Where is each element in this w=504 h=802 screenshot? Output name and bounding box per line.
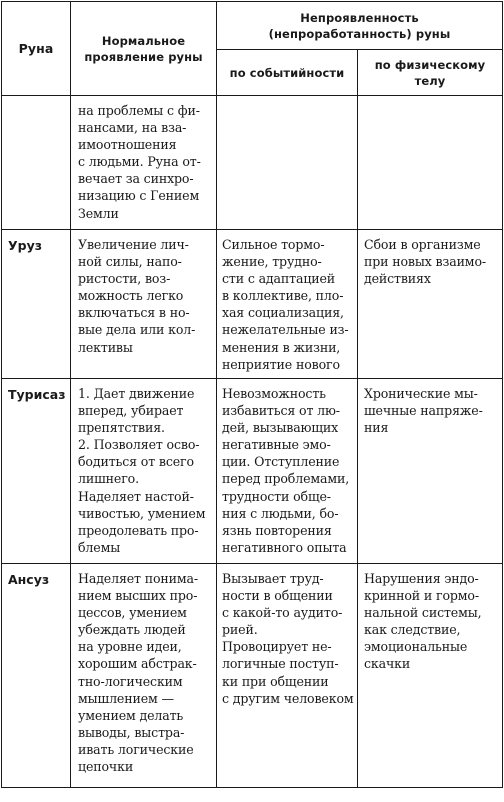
rune-table [1, 1, 503, 788]
rune-name [2, 96, 71, 230]
by-events-cell: Сильное тормо- жение, трудно- сти с адаптацией в коллективе, пло- хая социализация, нежелательные из- менения в жизни, неприятие нового [217, 230, 358, 379]
header-rune: Руна [2, 2, 71, 96]
header-normal-manifestation: Нормальное проявление руны [71, 2, 217, 96]
table-row [2, 96, 503, 230]
by-body-cell: Нарушения эндо- кринной и гормо- нальной системы, как следствие, эмоциональные скачки [358, 564, 503, 788]
by-events-cell: Невозможность избавиться от лю- дей, вызывающих негативные эмо- ции. Отступление перед проблемами, трудности обще- ния с людьми, бо- язнь повторения негативного опыта [217, 379, 358, 564]
by-events-cell: Вызывает труд- ности в общении с какой-то аудито- рией. Провоцирует не- логичные поступ- ки при общении с другим человеком [217, 564, 358, 788]
by-body-cell: Хронические мы- шечные напряже- ния [358, 379, 503, 564]
rune-name: Уруз [2, 230, 71, 379]
header-by-events: по событийности [217, 50, 358, 96]
table-row [2, 564, 503, 788]
header-non-manifestation: Непроявленность (непроработанность) руны [217, 2, 503, 50]
normal-manifestation-cell: Наделяет понима- нием высших про- цессов, умением убеждать людей на уровне идеи, хорошим абстрак- тно-логическим мышлением — умением делать выводы, выстра- ивать логические цепочки [71, 564, 217, 788]
by-body-cell [358, 96, 503, 230]
normal-manifestation-cell: 1. Дает движение вперед, убирает препятствия. 2. Позволяет осво- бодиться от всего лишнего. Наделяет настой- чивостью, умением преодолевать про- блемы [71, 379, 217, 564]
rune-name: Ансуз [2, 564, 71, 788]
header-by-body: по физическому телу [358, 50, 503, 96]
normal-manifestation-cell: Увеличение лич- ной силы, напо- ристости, воз- можность легко включаться в но- вые дела или кол- лективы [71, 230, 217, 379]
by-events-cell [217, 96, 358, 230]
normal-manifestation-cell: на проблемы с фи- нансами, на вза- имоотношения с людьми. Руна от- вечает за синхро- низацию с Гением Земли [71, 96, 217, 230]
by-body-cell: Сбои в организме при новых взаимо- действиях [358, 230, 503, 379]
rune-name: Турисаз [2, 379, 71, 564]
table-row [2, 379, 503, 564]
table-row [2, 230, 503, 379]
